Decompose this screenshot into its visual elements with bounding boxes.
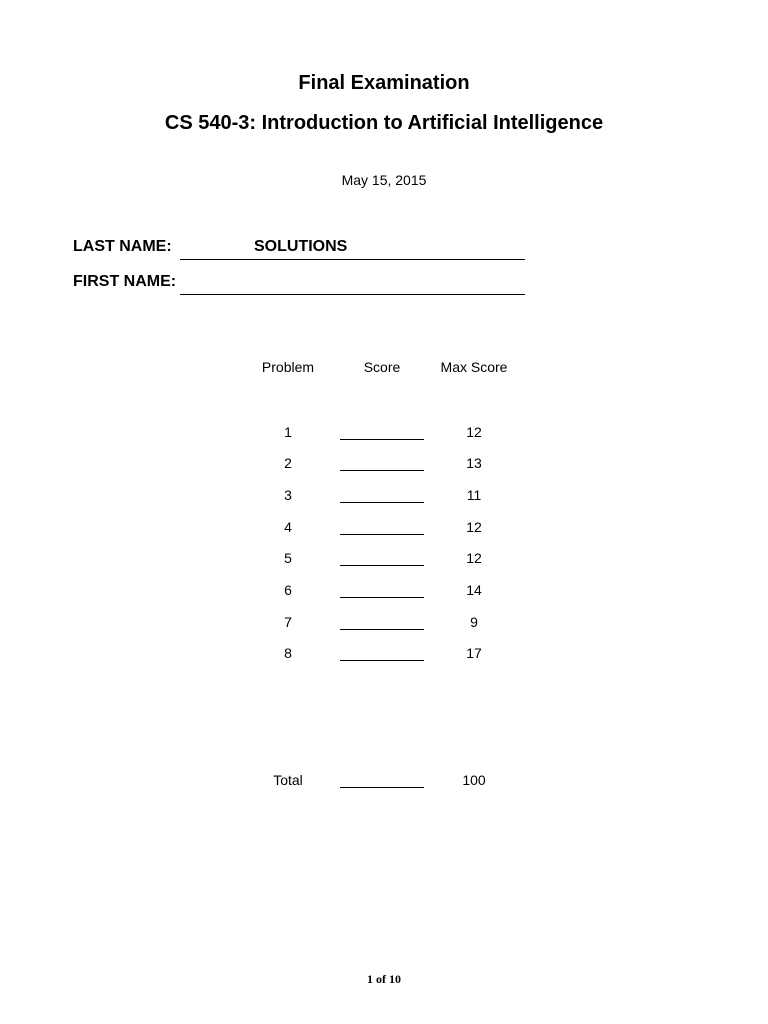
- table-row: [0, 645, 768, 667]
- exam-title: Final Examination: [298, 72, 470, 94]
- first-name-underline: [180, 294, 525, 295]
- first-name-field: [73, 273, 533, 297]
- problem-number: 4: [284, 519, 292, 535]
- max-score: 12: [466, 519, 482, 535]
- table-row: [0, 582, 768, 604]
- total-row: [0, 772, 768, 794]
- course-title: CS 540-3: Introduction to Artificial Intelligence: [164, 112, 604, 134]
- problem-number: 6: [284, 582, 292, 598]
- table-row: [0, 487, 768, 509]
- score-blank: [340, 629, 424, 630]
- table-row: [0, 519, 768, 541]
- max-score: 14: [466, 582, 482, 598]
- max-score: 11: [466, 487, 482, 503]
- table-row: [0, 424, 768, 446]
- max-score: 12: [466, 424, 482, 440]
- table-row: [0, 455, 768, 477]
- page-number: 1 of 10: [367, 972, 401, 986]
- score-blank: [340, 439, 424, 440]
- header-problem: Problem: [261, 359, 315, 375]
- problem-number: 3: [284, 487, 292, 503]
- score-blank: [340, 660, 424, 661]
- score-blank: [340, 597, 424, 598]
- problem-number: 2: [284, 455, 292, 471]
- total-score-blank: [340, 787, 424, 788]
- problem-number: 8: [284, 645, 292, 661]
- table-row: [0, 614, 768, 636]
- last-name-underline: [180, 259, 525, 260]
- score-blank: [340, 502, 424, 503]
- last-name-label: LAST NAME:: [73, 238, 172, 255]
- total-max-score: 100: [462, 772, 486, 788]
- first-name-label: FIRST NAME:: [73, 273, 177, 290]
- score-blank: [340, 534, 424, 535]
- max-score: 13: [466, 455, 482, 471]
- last-name-value: SOLUTIONS: [254, 238, 348, 255]
- score-blank: [340, 565, 424, 566]
- problem-number: 1: [284, 424, 292, 440]
- exam-date: May 15, 2015: [341, 172, 427, 188]
- table-row: [0, 550, 768, 572]
- score-blank: [340, 470, 424, 471]
- max-score: 17: [466, 645, 482, 661]
- problem-number: 5: [284, 550, 292, 566]
- total-label: Total: [273, 772, 303, 788]
- problem-number: 7: [284, 614, 292, 630]
- last-name-field: [73, 238, 533, 262]
- max-score: 12: [466, 550, 482, 566]
- header-max-score: Max Score: [440, 359, 508, 375]
- header-score: Score: [363, 359, 401, 375]
- max-score: 9: [470, 614, 478, 630]
